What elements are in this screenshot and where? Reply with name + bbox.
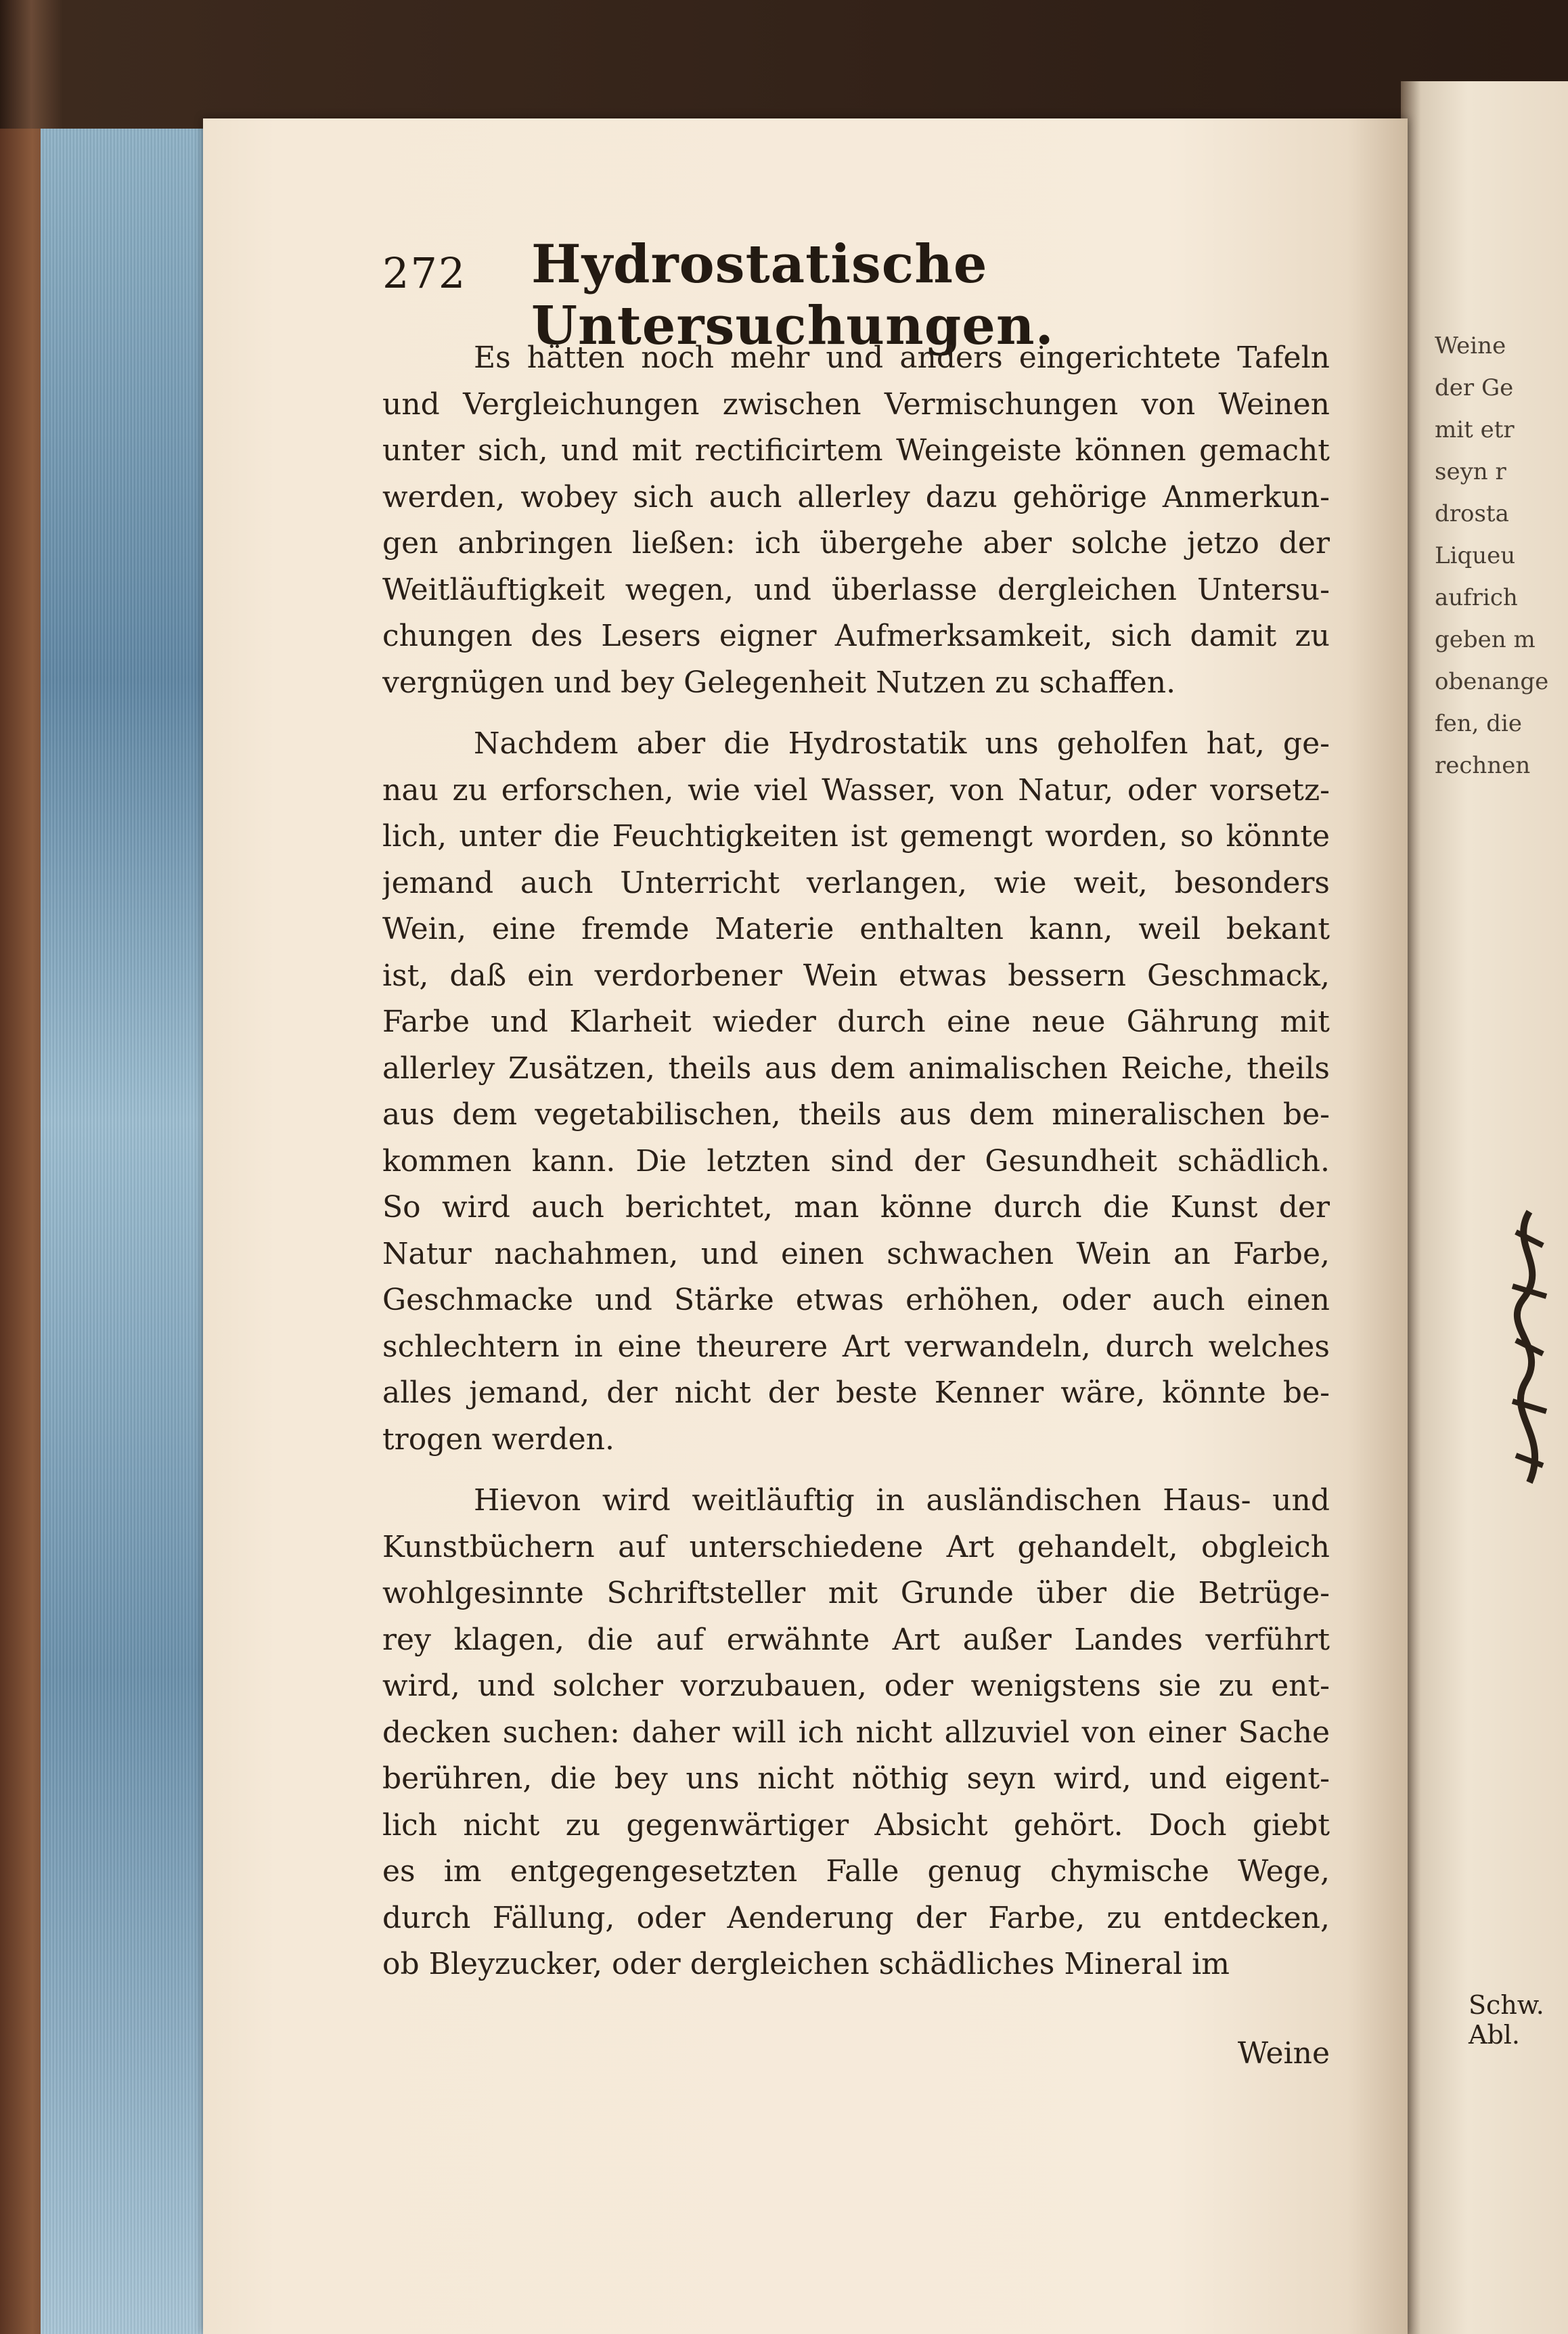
- text-line: trogen werden.: [382, 1422, 614, 1457]
- text-line: ist, daß ein verdorbener Wein etwas bessern Geschmack,: [382, 958, 1330, 993]
- facing-page-fragment: Liqueu: [1435, 542, 1516, 569]
- text-line: wohlgesinnte Schriftsteller mit Grunde über die Betrüge-: [382, 1576, 1330, 1610]
- facing-page-fragment: drosta: [1435, 500, 1509, 527]
- text-line: wird, und solcher vorzubauen, oder wenigstens sie zu ent-: [382, 1669, 1330, 1703]
- text-line: vergnügen und bey Gelegenheit Nutzen zu schaffen.: [382, 665, 1176, 700]
- page-header: [382, 234, 1330, 357]
- text-line: aus dem vegetabilischen, theils aus dem mineralischen be-: [382, 1097, 1330, 1132]
- page-number: 272: [382, 248, 467, 298]
- text-line: werden, wobey sich auch allerley dazu gehörige Anmerkun-: [382, 479, 1330, 514]
- facing-page-footer: Schw. Abl.: [1469, 1990, 1544, 2050]
- facing-page-fragment: obenange: [1435, 668, 1549, 695]
- text-line: alles jemand, der nicht der beste Kenner wäre, könnte be-: [382, 1375, 1330, 1410]
- text-line: gen anbringen ließen: ich übergehe aber solche jetzo der: [382, 526, 1330, 560]
- text-line: Wein, eine fremde Materie enthalten kann, weil bekant: [382, 912, 1330, 946]
- text-line: es im entgegengesetzten Falle genug chymische Wege,: [382, 1854, 1330, 1889]
- facing-page-fragment: Weine: [1435, 332, 1506, 359]
- facing-page-fragment: der Ge: [1435, 374, 1514, 401]
- text-line: So wird auch berichtet, man könne durch die Kunst der: [382, 1190, 1330, 1225]
- facing-page-text: [1435, 325, 1563, 787]
- text-line: allerley Zusätzen, theils aus dem animalischen Reiche, theils: [382, 1051, 1330, 1086]
- facing-page-fragment: seyn r: [1435, 458, 1506, 485]
- page-edges: [41, 129, 219, 2334]
- text-line: jemand auch Unterricht verlangen, wie weit, besonders: [382, 865, 1330, 900]
- text-line: Geschmacke und Stärke etwas erhöhen, oder auch einen: [382, 1283, 1330, 1317]
- text-line: rey klagen, die auf erwähnte Art außer Landes verführt: [382, 1622, 1330, 1657]
- paragraph: [382, 721, 1330, 1463]
- text-line: Hievon wird weitläuftig in ausländischen Haus- und: [474, 1483, 1330, 1518]
- paragraph: [382, 335, 1330, 706]
- text-line: Kunstbüchern auf unterschiedene Art gehandelt, obgleich: [382, 1529, 1330, 1564]
- running-head: Hydrostatische Untersuchungen.: [531, 234, 1054, 357]
- text-line: Weitläuftigkeit wegen, und überlasse dergleichen Untersu-: [382, 572, 1330, 607]
- text-line: unter sich, und mit rectificirtem Weingeiste können gemacht: [382, 433, 1330, 468]
- text-line: lich nicht zu gegenwärtiger Absicht gehört. Doch giebt: [382, 1807, 1330, 1843]
- text-line: Nachdem aber die Hydrostatik uns geholfen hat, ge-: [474, 726, 1330, 761]
- text-line: durch Fällung, oder Aenderung der Farbe, zu entdecken,: [382, 1900, 1330, 1935]
- facing-page-fragment: geben m: [1435, 626, 1536, 653]
- text-line: und Vergleichungen zwischen Vermischungen von Weinen: [382, 387, 1330, 422]
- text-line: lich, unter die Feuchtigkeiten ist gemengt worden, so könnte: [382, 819, 1330, 854]
- text-line: chungen des Lesers eigner Aufmerksamkeit, sich damit zu: [382, 619, 1330, 653]
- text-line: Farbe und Klarheit wieder durch eine neue Gährung mit: [382, 1005, 1330, 1039]
- text-line: schlechtern in eine theurere Art verwandeln, durch welches: [382, 1329, 1330, 1364]
- text-line: Natur nachahmen, und einen schwachen Wein an Farbe,: [382, 1236, 1330, 1271]
- text-line: ob Bleyzucker, oder dergleichen schädliches Mineral im: [382, 1947, 1230, 1981]
- body-text: [382, 335, 1330, 2071]
- facing-page-fragment: aufrich: [1435, 584, 1518, 611]
- facing-page-fragment: fen, die: [1435, 710, 1522, 737]
- facing-page-fragment: rechnen: [1435, 752, 1531, 779]
- facing-page-fragment: mit etr: [1435, 416, 1515, 443]
- text-line: berühren, die bey uns nicht nöthig seyn wird, und eigent-: [382, 1761, 1330, 1796]
- ornament-icon: [1489, 1205, 1563, 1489]
- text-line: Es hätten noch mehr und anders eingerichtete Tafeln: [474, 340, 1330, 375]
- text-line: kommen kann. Die letzten sind der Gesundheit schädlich.: [382, 1143, 1330, 1179]
- text-line: nau zu erforschen, wie viel Wasser, von Natur, oder vorsetz-: [382, 772, 1330, 808]
- catchword: Weine: [1237, 2035, 1330, 2071]
- text-line: decken suchen: daher will ich nicht allzuviel von einer Sache: [382, 1715, 1330, 1750]
- paragraph: [382, 1478, 1330, 1988]
